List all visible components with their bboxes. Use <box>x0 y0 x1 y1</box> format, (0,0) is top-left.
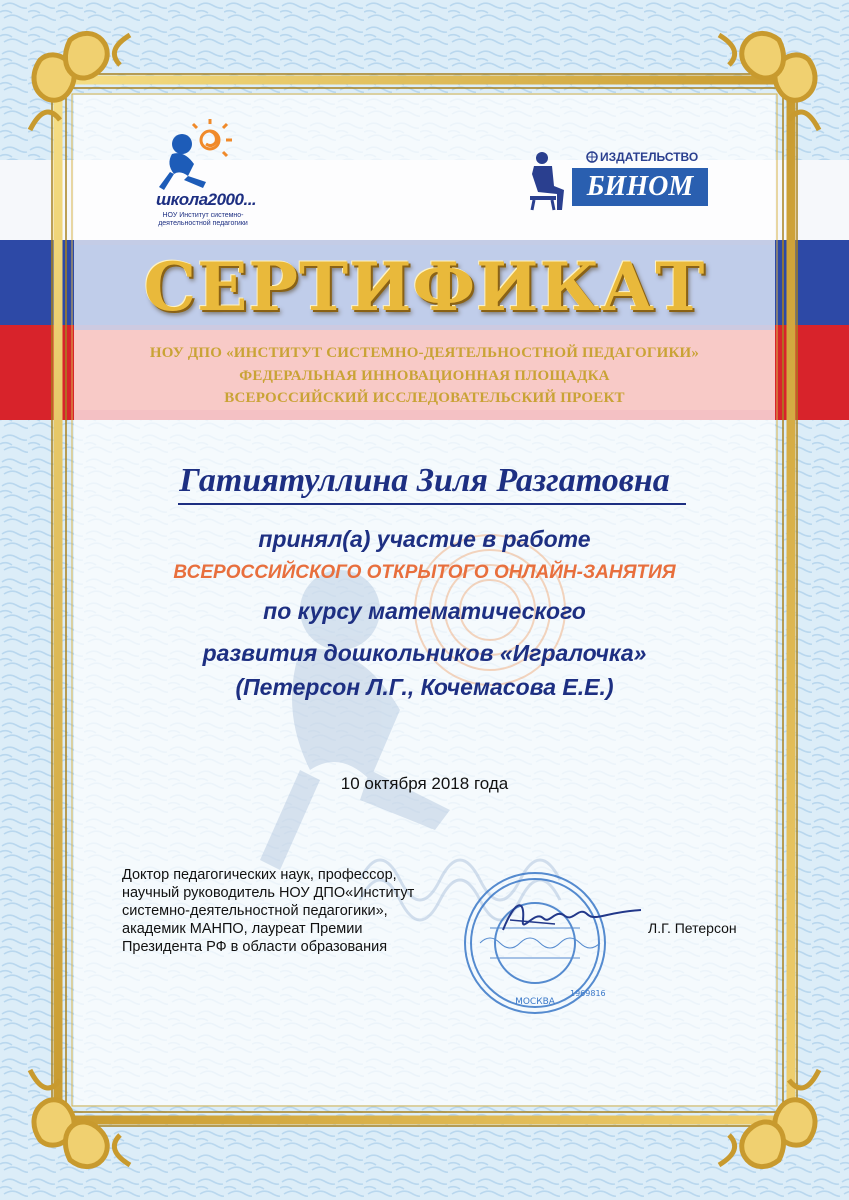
signatory-title <box>122 866 462 956</box>
signatory-line: академик МАНПО, лауреат Премии <box>122 921 363 937</box>
signatory-line: системно-деятельностной педагогики», <box>122 903 388 919</box>
handwritten-signature <box>495 890 645 950</box>
participation-text: принял(а) участие в работе <box>258 526 591 552</box>
publisher-name: БИНОМ <box>572 168 708 206</box>
signatory-name: Л.Г. Петерсон <box>648 920 737 936</box>
org-line-3: ВСЕРОССИЙСКИЙ ИССЛЕДОВАТЕЛЬСКИЙ ПРОЕКТ <box>224 390 625 406</box>
runner-sun-icon <box>148 118 258 193</box>
publisher-label: ИЗДАТЕЛЬСТВО <box>600 150 699 164</box>
signatory-line: Президента РФ в области образования <box>122 939 388 955</box>
course-line-1: по курсу математического <box>263 598 586 624</box>
name-underline <box>178 503 686 505</box>
recipient-name: Гатиятуллина Зиля Разгатовна <box>179 462 670 499</box>
event-title: ВСЕРОССИЙСКОГО ОТКРЫТОГО ОНЛАЙН-ЗАНЯТИЯ <box>173 562 676 583</box>
org-line-2: ФЕДЕРАЛЬНАЯ ИННОВАЦИОННАЯ ПЛОЩАДКА <box>239 368 610 384</box>
shkola-2000-logo <box>148 118 258 236</box>
seated-figure-icon <box>524 152 568 212</box>
stamp-number: 1969816 <box>570 989 606 998</box>
course-authors: (Петерсон Л.Г., Кочемасова Е.Е.) <box>235 674 614 700</box>
stamp-city: МОСКВА <box>515 997 555 1007</box>
signatory-line: Доктор педагогических наук, профессор, <box>122 867 397 883</box>
binom-logo <box>520 148 710 212</box>
certificate-title: СЕРТИФИКАТ <box>143 248 706 326</box>
certificate-date: 10 октября 2018 года <box>340 774 509 793</box>
org-line-1: НОУ ДПО «ИНСТИТУТ СИСТЕМНО-ДЕЯТЕЛЬНОСТНОЙ ПЕДАГОГИКИ» <box>149 345 700 361</box>
shkola-subtitle: НОУ Институт системно-деятельностной педагогики <box>158 212 248 227</box>
course-line-2: развития дошкольников «Игралочка» <box>202 640 647 666</box>
shkola-brand-text: школа2000... <box>156 190 257 209</box>
signatory-line: научный руководитель НОУ ДПО«Институт <box>122 885 415 901</box>
globe-icon <box>586 151 598 163</box>
